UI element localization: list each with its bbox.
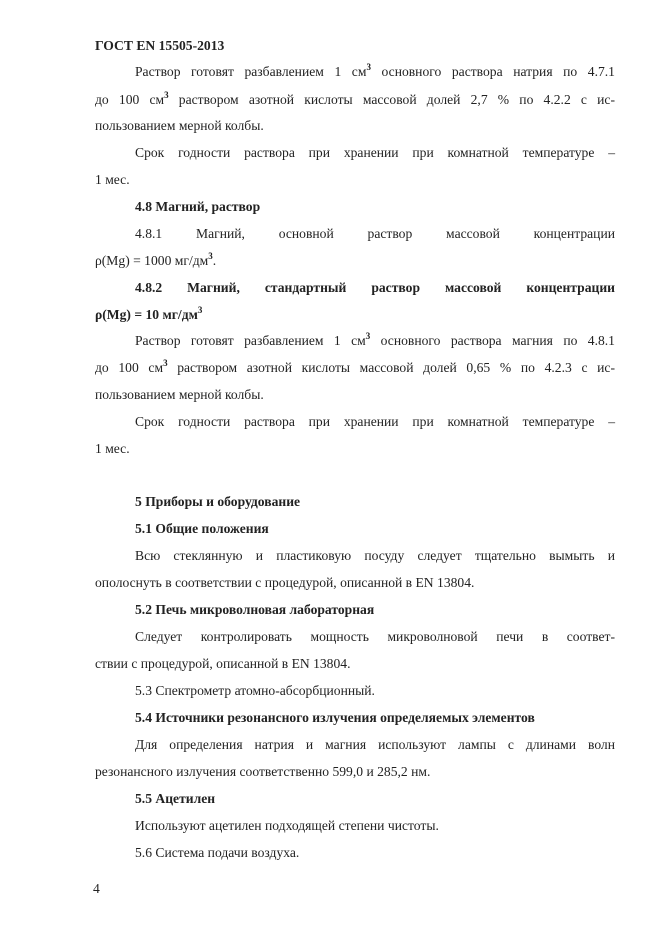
paragraph-line: 1 мес.: [95, 172, 130, 187]
paragraph-line: Используют ацетилен подходящей степени чистоты.: [135, 818, 439, 833]
paragraph-line: 5.3 Спектрометр атомно-абсорбционный.: [135, 683, 375, 698]
paragraph-line: Следует контролировать мощность микроволновой печи в соответ-: [135, 629, 615, 644]
section-heading-5-5: 5.5 Ацетилен: [135, 791, 216, 806]
section-heading-5-1: 5.1 Общие положения: [135, 521, 269, 536]
paragraph-line: Для определения натрия и магния используют лампы с длинами волн: [135, 737, 615, 752]
paragraph-line: пользованием мерной колбы.: [95, 387, 264, 402]
section-heading-4-8: 4.8 Магний, раствор: [135, 199, 261, 214]
section-heading-5-2: 5.2 Печь микроволновая лабораторная: [135, 602, 375, 617]
section-heading-5: 5 Приборы и оборудование: [135, 494, 301, 509]
paragraph-line: 4.8.1 Магний, основной раствор массовой концентрации: [135, 226, 615, 241]
paragraph-line: до 100 $см^3$ раствором азотной кислоты массовой долей 2,7 % по 4.2.2 с ис-: [95, 90, 615, 107]
paragraph-line: Срок годности раствора при хранении при комнатной температуре –: [135, 414, 615, 429]
section-heading-4-8-2: 4.8.2 Магний, стандартный раствор массовой концентрации: [135, 280, 615, 295]
paragraph-line: пользованием мерной колбы.: [95, 118, 264, 133]
paragraph-line: резонансного излучения соответственно 599,0 и 285,2 нм.: [95, 764, 431, 779]
paragraph-line: ρ(Mg) = 1000 $мг/дм^3$.: [95, 251, 217, 268]
page-number: 4: [93, 881, 100, 896]
paragraph-line: Всю стеклянную и пластиковую посуду следует тщательно вымыть и: [135, 548, 615, 563]
document-header: ГОСТ EN 15505-2013: [95, 38, 225, 53]
paragraph-line: 1 мес.: [95, 441, 130, 456]
paragraph-line: до 100 $см^3$ раствором азотной кислоты массовой долей 0,65 % по 4.2.3 с ис-: [95, 358, 615, 375]
section-heading-4-8-2-cont: ρ(Mg) = 10 $мг/дм^3$: [95, 305, 203, 322]
paragraph-line: Срок годности раствора при хранении при комнатной температуре –: [135, 145, 615, 160]
paragraph-line: Раствор готовят разбавлением 1 $см^3$ основного раствора магния по 4.8.1: [135, 331, 615, 348]
paragraph-line: ополоснуть в соответствии с процедурой, описанной в EN 13804.: [95, 575, 475, 590]
paragraph-line: Раствор готовят разбавлением 1 $см^3$ основного раствора натрия по 4.7.1: [135, 62, 615, 79]
paragraph-line: 5.6 Система подачи воздуха.: [135, 845, 300, 860]
section-heading-5-4: 5.4 Источники резонансного излучения определяемых элементов: [135, 710, 535, 725]
paragraph-line: ствии с процедурой, описанной в EN 13804.: [95, 656, 351, 671]
